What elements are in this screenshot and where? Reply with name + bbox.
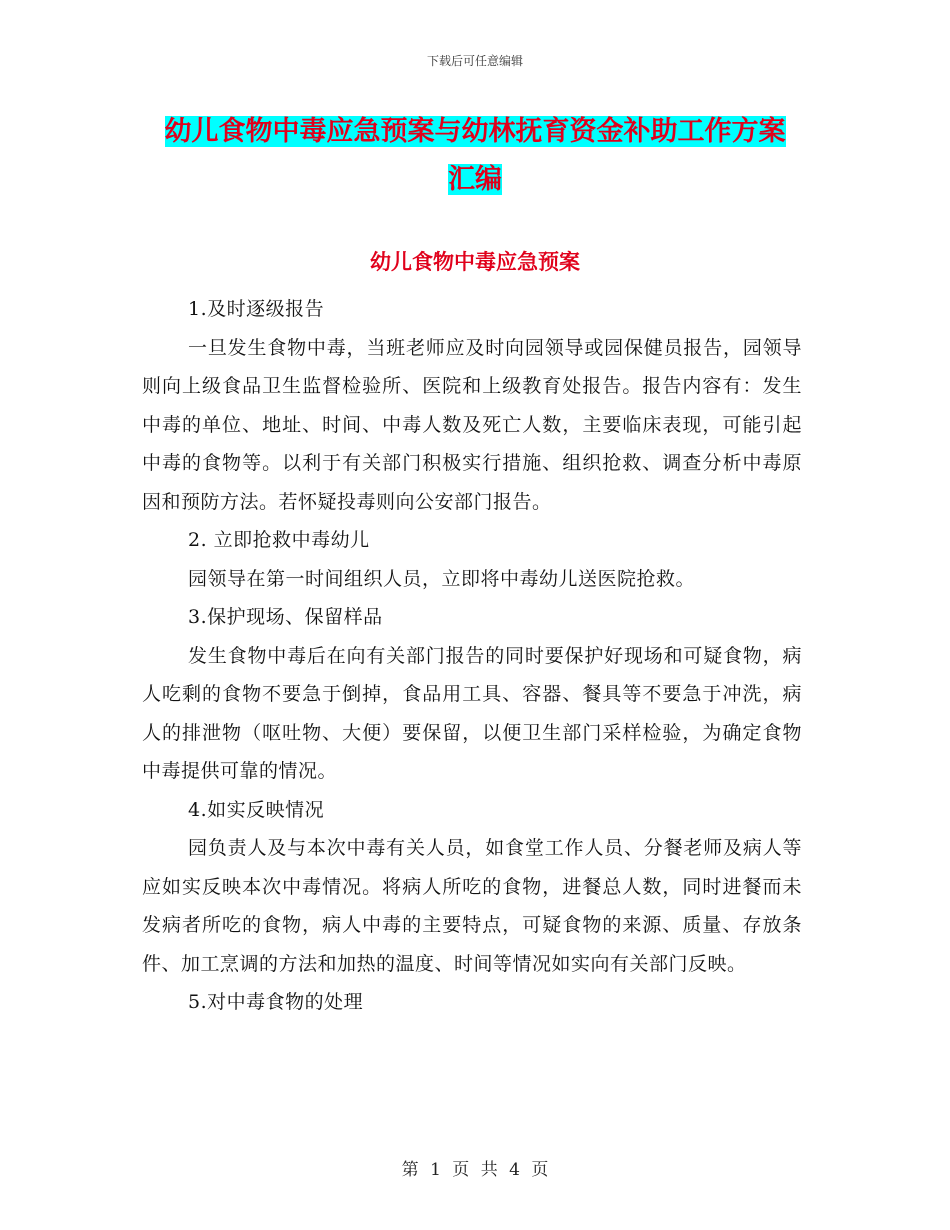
heading-report-truthfully: 4.如实反映情况 <box>188 798 325 821</box>
document-title <box>140 108 810 204</box>
heading-protect-scene: 3.保护现场、保留样品 <box>188 606 383 628</box>
page-header-note: 下载后可任意编辑 <box>426 54 523 68</box>
paragraph-rescue: 园领导在第一时间组织人员，立即将中毒幼儿送医院抢救。 <box>188 567 696 590</box>
paragraph-protect-scene: 发生食物中毒后在向有关部门报告的同时要保护好现场和可疑食物，病人吃剩的食物不要急于倒掉，食品用工具、容器、餐具等不要急于冲洗，病人的排泄物（呕吐物、大便）要保留，以便卫生部门采样检验，为确定食物中毒提供可靠的情况。 <box>142 644 802 782</box>
document-title-line1: 幼儿食物中毒应急预案与幼林抚育资金补助工作方案 <box>164 116 786 147</box>
paragraph-report-truthfully: 园负责人及与本次中毒有关人员，如食堂工作人员、分餐老师及病人等应如实反映本次中毒情况。将病人所吃的食物，进餐总人数，同时进餐而未发病者所吃的食物，病人中毒的主要特点，可疑食物的来源、质量、存放条件、加工烹调的方法和加热的温度、时间等情况如实向有关部门反映。 <box>142 837 802 975</box>
document-body <box>142 290 802 1022</box>
section-title: 幼儿食物中毒应急预案 <box>370 250 580 274</box>
paragraph-report: 一旦发生食物中毒，当班老师应及时向园领导或园保健员报告，园领导则向上级食品卫生监督检验所、医院和上级教育处报告。报告内容有：发生中毒的单位、地址、时间、中毒人数及死亡人数，主要临床表现，可能引起中毒的食物等。以利于有关部门积极实行措施、组织抢救、调查分析中毒原因和预防方法。若怀疑投毒则向公安部门报告。 <box>142 336 802 513</box>
heading-rescue: 2. 立即抢救中毒幼儿 <box>188 529 370 551</box>
document-title-line2: 汇编 <box>448 164 502 195</box>
heading-report: 1.及时逐级报告 <box>188 298 325 320</box>
heading-handle-food: 5.对中毒食物的处理 <box>188 991 364 1013</box>
page-number: 第 1 页 共 4 页 <box>401 1160 549 1180</box>
